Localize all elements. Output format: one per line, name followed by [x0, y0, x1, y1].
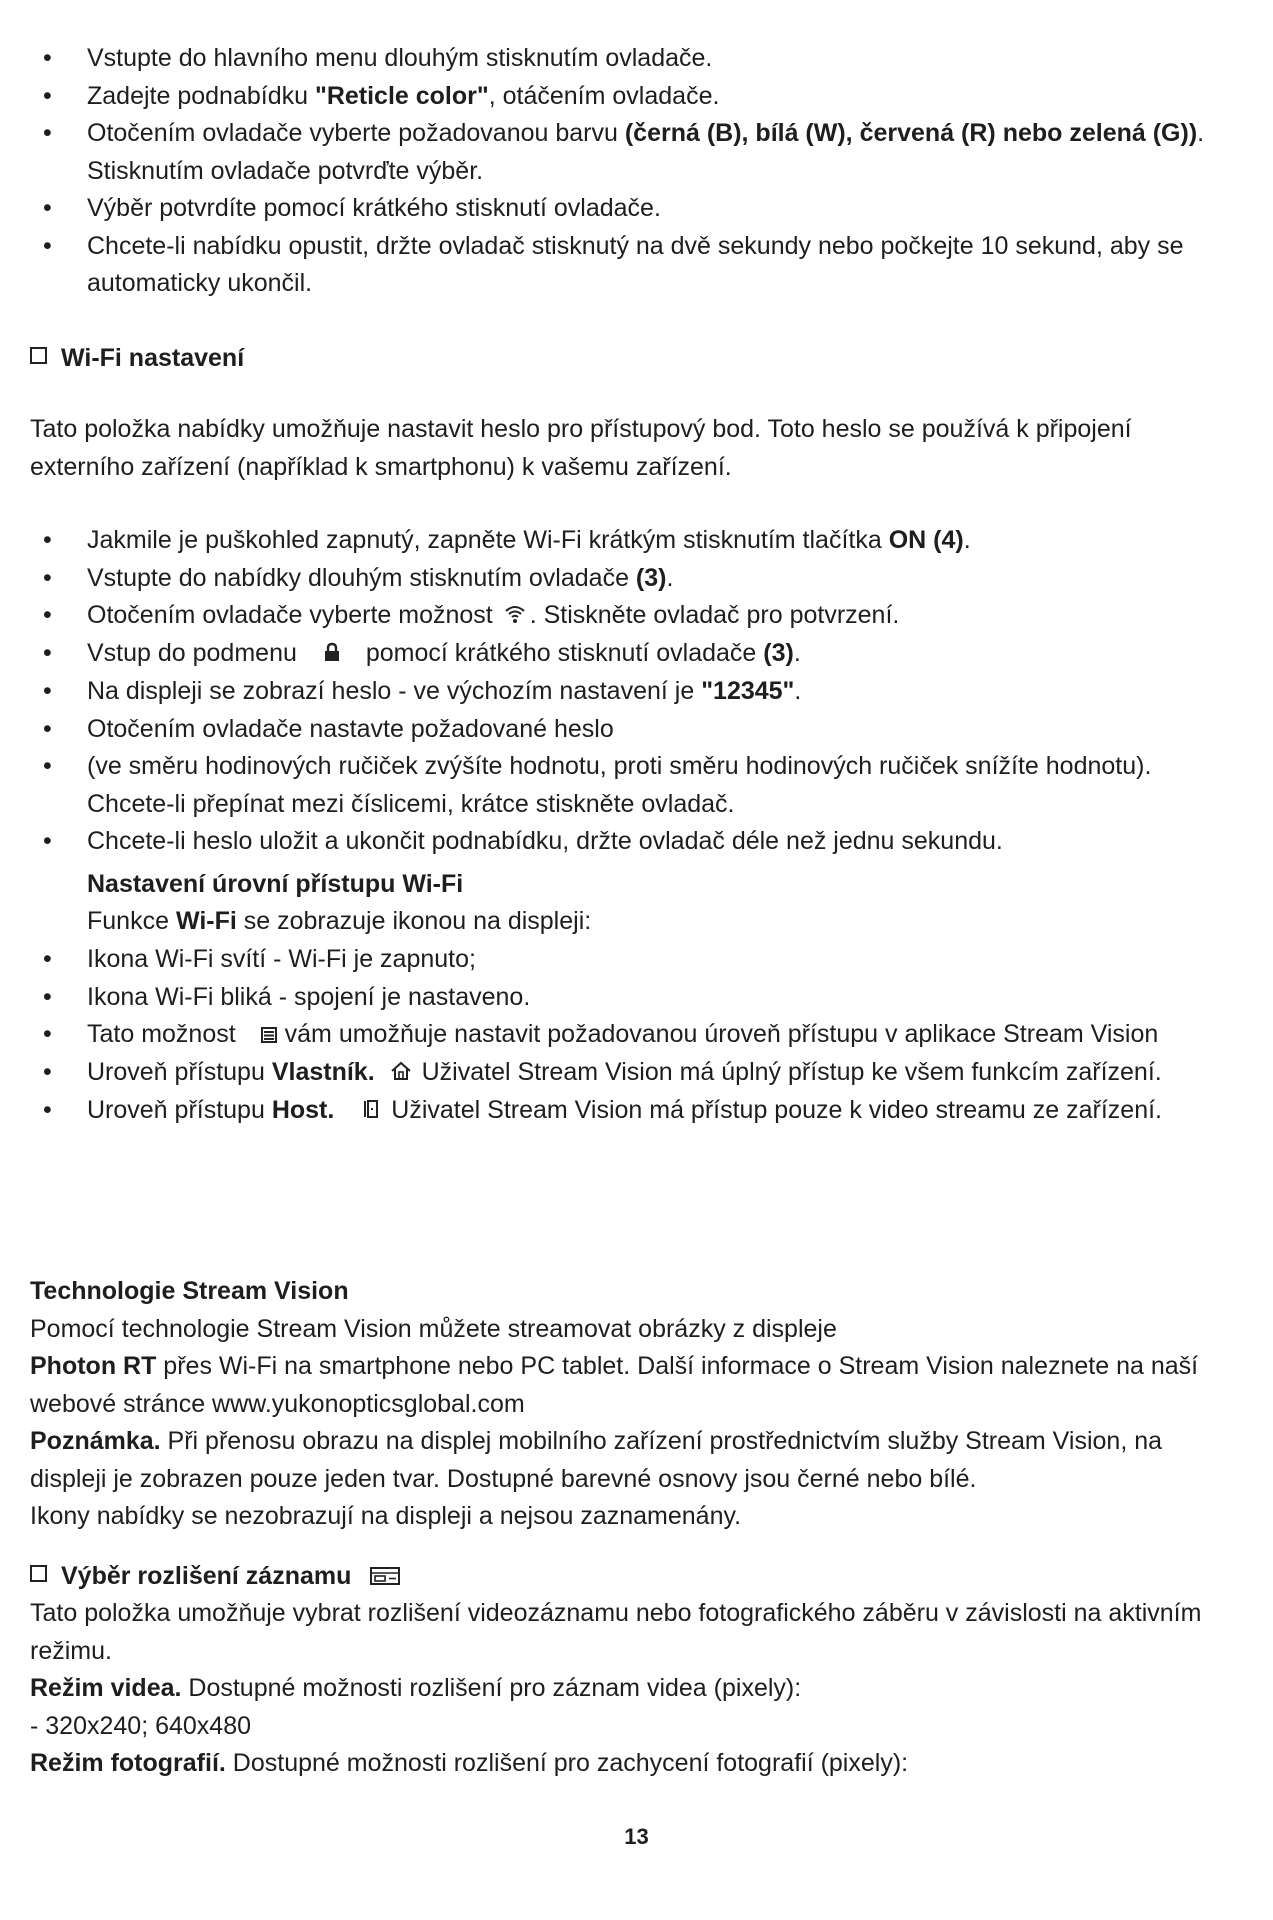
line-text: Funkce: [87, 907, 176, 935]
list-item: [0, 711, 1240, 749]
list-item-bold: "Reticle color": [314, 81, 489, 110]
wifi-section-title: [30, 340, 244, 378]
stream-vision-section: [30, 1273, 1240, 1536]
wifi-steps-list: [0, 522, 1240, 861]
list-item: [0, 78, 1220, 116]
list-item: [0, 115, 1220, 190]
list-item: [0, 941, 1240, 979]
paragraph-text: Při přenosu obrazu na displej mobilního zařízení prostřednictvím služby Stream Vision, na displeji je zobrazen pouze jeden tvar. Dostupné barevné osnovy jsou černé nebo bílé.: [30, 1427, 1163, 1493]
list-item-text: .: [793, 639, 801, 668]
list-icon: [261, 1017, 277, 1055]
list-item-text: Chcete-li nabídku opustit, držte ovladač stisknutý na dvě sekundy nebo počkejte 10 sekund, aby se automaticky ukončil.: [87, 231, 1184, 297]
subheading-text: Nastavení úrovní přístupu Wi-Fi: [87, 870, 464, 898]
heading-text: Technologie Stream Vision: [30, 1277, 349, 1305]
list-item: [0, 1092, 1240, 1130]
wifi-icon: [504, 598, 526, 636]
list-item-text: . Stisknutím ovladače potvrďte výběr.: [87, 119, 1205, 185]
reticle-color-list: [0, 40, 1220, 303]
list-item-bold: Host.: [271, 1096, 335, 1125]
section-title-text: Výběr rozlišení záznamu: [61, 1562, 352, 1590]
list-item: [0, 597, 1240, 635]
list-item-text: Otočením ovladače nastavte požadované heslo: [87, 714, 614, 743]
list-item-bold: Vlastník.: [271, 1058, 375, 1087]
page-number: 13: [624, 1824, 649, 1849]
list-item-text: Výběr potvrdíte pomocí krátkého stisknutí ovladače.: [87, 194, 661, 222]
checkbox-square-icon: [30, 1565, 47, 1582]
list-item-bold: "12345": [701, 677, 795, 706]
list-item: [0, 823, 1240, 861]
paragraph: Tato položka umožňuje vybrat rozlišení videozáznamu nebo fotografického záběru v závislosti na aktivním režimu.: [30, 1599, 1202, 1665]
list-item-text: .: [794, 677, 802, 706]
guest-icon: [363, 1093, 379, 1131]
list-item-text: , otáčením ovladače.: [488, 81, 720, 110]
resolution-icon: [370, 1559, 400, 1597]
section-title-text: Wi-Fi nastavení: [61, 344, 245, 372]
paragraph-bold: Photon RT: [30, 1352, 157, 1380]
list-item: [0, 190, 1220, 228]
line-text: se zobrazuje ikonou na displeji:: [236, 907, 592, 935]
list-item-text: . Stiskněte ovladač pro potvrzení.: [529, 601, 900, 629]
list-item-text: pomocí krátkého stisknutí ovladače: [365, 639, 764, 668]
list-item: [0, 673, 1240, 711]
paragraph-line: Pomocí technologie Stream Vision můžete streamovat obrázky z displeje: [30, 1314, 837, 1343]
list-item-text: .: [963, 526, 971, 554]
paragraph-text: Dostupné možnosti rozlišení pro zachycení fotografií (pixely):: [225, 1749, 909, 1777]
list-item-bold: ON (4): [888, 526, 964, 554]
line-bold: Wi-Fi: [175, 907, 237, 935]
list-item: [0, 228, 1220, 303]
list-item-text: vám umožňuje nastavit požadovanou úroveň přístupu v aplikace Stream Vision: [284, 1020, 1159, 1048]
list-item-text: Vstupte do hlavního menu dlouhým stisknutím ovladače.: [87, 44, 713, 72]
paragraph: [30, 1423, 1240, 1498]
list-item-text: .: [666, 563, 674, 592]
list-item: [0, 748, 1240, 823]
list-item-text: Uživatel Stream Vision má přístup pouze k video streamu ze zařízení.: [391, 1096, 1162, 1125]
list-item: [0, 635, 1240, 673]
list-item: [0, 560, 1240, 598]
list-item-text: Ikona Wi-Fi bliká - spojení je nastaveno.: [87, 982, 531, 1011]
list-item: [0, 522, 1240, 560]
list-item-bold: (3): [763, 639, 794, 668]
list-item: [0, 1016, 1240, 1054]
list-item-text: Na displeji se zobrazí heslo - ve výchozím nastavení je: [87, 677, 702, 706]
wifi-icon-list: [0, 941, 1240, 1130]
paragraph: [30, 1745, 1240, 1783]
list-item-text: Otočením ovladače vyberte možnost: [87, 601, 493, 629]
list-item-text: Otočením ovladače vyberte požadovanou barvu: [87, 119, 625, 147]
paragraph-bold: Poznámka.: [30, 1427, 161, 1455]
lock-icon: [324, 636, 340, 674]
resolution-body: [30, 1595, 1240, 1783]
list-item-bold: (černá (B), bílá (W), červená (R) nebo zelená (G)): [624, 119, 1198, 147]
stream-vision-heading: [30, 1273, 1240, 1311]
list-item-bold: (3): [635, 563, 667, 592]
list-item-text: Vstup do podmenu: [87, 639, 297, 668]
wifi-intro: Tato položka nabídky umožňuje nastavit heslo pro přístupový bod. Toto heslo se používá k připojení externího zařízení (například k smartphonu) k vašemu zařízení.: [30, 415, 1132, 481]
paragraph-text: Dostupné možnosti rozlišení pro záznam videa (pixely):: [181, 1674, 802, 1702]
home-icon: [390, 1055, 412, 1093]
list-item-text: Jakmile je puškohled zapnutý, zapněte Wi-Fi krátkým stisknutím tlačítka: [87, 526, 889, 554]
access-level-line: [0, 903, 591, 941]
paragraph: [30, 1670, 1240, 1708]
list-item-text: Uroveň přístupu: [87, 1058, 272, 1087]
list-item-text: Uživatel Stream Vision má úplný přístup ke všem funkcím zařízení.: [421, 1058, 1162, 1087]
list-item-text: (ve směru hodinových ručiček zvýšíte hodnotu, proti směru hodinových ručiček snížíte hodnotu). Chcete-li přepínat mezi číslicemi, krátce stiskněte ovladač.: [87, 752, 1152, 818]
paragraph-text: přes Wi-Fi na smartphone nebo PC tablet. Další informace o Stream Vision naleznete na naší webové stránce www.yukonopticsglobal.com: [30, 1352, 1199, 1418]
list-item-text: Vstupte do nabídky dlouhým stisknutím ovladače: [87, 563, 636, 592]
list-item: [0, 1054, 1240, 1092]
checkbox-square-icon: [30, 347, 47, 364]
list-item-text: Tato možnost: [87, 1020, 236, 1048]
paragraph-bold: Režim fotografií.: [30, 1749, 226, 1777]
resolution-section-title: [30, 1558, 404, 1596]
access-level-heading: [0, 866, 463, 904]
paragraph: [30, 1348, 1240, 1423]
list-item: [0, 40, 1220, 78]
list-item: [0, 979, 1240, 1017]
list-item-text: Uroveň přístupu: [87, 1096, 272, 1125]
list-item-text: Chcete-li heslo uložit a ukončit podnabídku, držte ovladač déle než jednu sekundu.: [87, 827, 1003, 856]
paragraph-line: Ikony nabídky se nezobrazují na displeji a nejsou zaznamenány.: [30, 1502, 742, 1530]
list-item-text: Zadejte podnabídku: [87, 81, 315, 110]
list-item-text: Ikona Wi-Fi svítí - Wi-Fi je zapnuto;: [87, 945, 476, 973]
paragraph-line: - 320x240; 640x480: [30, 1711, 252, 1740]
paragraph-bold: Režim videa.: [30, 1674, 182, 1702]
